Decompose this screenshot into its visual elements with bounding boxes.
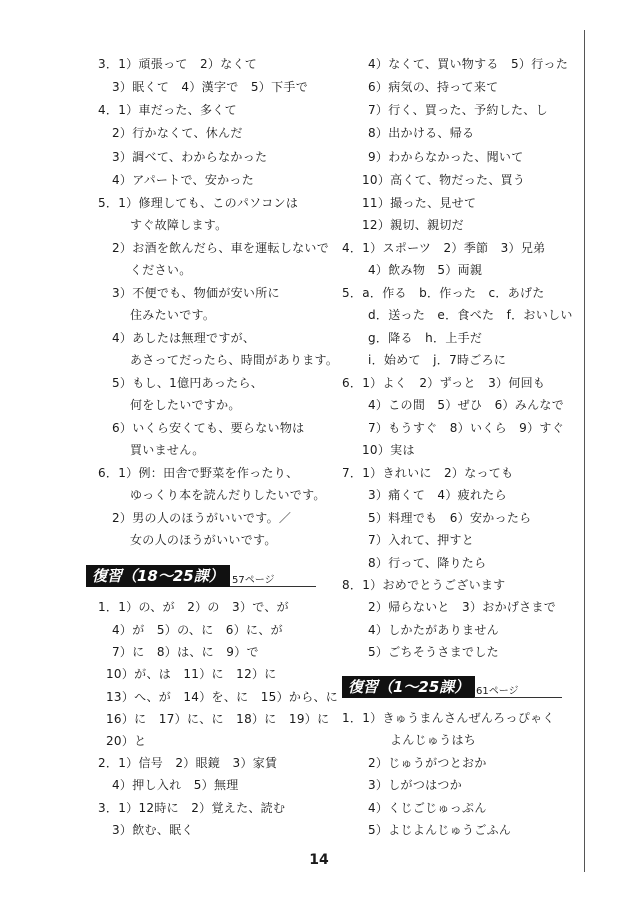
answer-line: 4）くじごじゅっぷん [368, 801, 487, 815]
answer-line: 1．1）の、が 2）の 3）で、が [98, 600, 289, 614]
answer-line: 4）あしたは無理ですが、 [112, 331, 256, 345]
answer-line: 6．1）例：田舎で野菜を作ったり、 [98, 466, 299, 480]
answer-line: i．始めて j．7時ごろに [368, 353, 507, 367]
answer-line: 3．1）頑張って 2）なくて [98, 57, 258, 71]
answer-line: 6．1）よく 2）ずっと 3）何回も [342, 376, 546, 390]
answer-line: 1．1）きゅうまんさんぜんろっぴゃく [342, 711, 555, 725]
answer-line: 4）この間 5）ぜひ 6）みんなで [368, 398, 565, 412]
answer-line: 10）実は [362, 443, 415, 457]
answer-line: 3）眠くて 4）漢字で 5）下手で [112, 80, 309, 94]
answer-line: 5．a．作る b．作った c．あげた [342, 286, 545, 300]
answer-line: 2）お酒を飲んだら、車を運転しないで [112, 241, 330, 255]
answer-line: 3）飲む、眠く [112, 823, 194, 837]
answer-line: 3）しがつはつか [368, 778, 463, 792]
answer-line: 住みたいです。 [130, 308, 216, 322]
answer-line: 4．1）スポーツ 2）季節 3）兄弟 [342, 241, 546, 255]
answer-line: 7）もうすぐ 8）いくら 9）すぐ [368, 421, 565, 435]
section-header-review-1-25 [342, 676, 572, 702]
answer-line: 12）親切、親切だ [362, 218, 464, 232]
answer-line: 8）出かける、帰る [368, 126, 475, 140]
answer-line: 女の人のほうがいいです。 [130, 533, 277, 547]
answer-line: 2）行かなくて、休んだ [112, 126, 243, 140]
section-page-ref: 61ページ [476, 686, 519, 697]
answer-line: 6）いくら安くても、要らない物は [112, 421, 305, 435]
answer-line: 3．1）12時に 2）覚えた、読む [98, 801, 286, 815]
answer-line: すぐ故障します。 [130, 218, 228, 232]
answer-line: 11）撮った、見せて [362, 196, 477, 210]
answer-line: 7）入れて、押すと [368, 533, 475, 547]
section-title: 復習（18〜25課） [86, 565, 230, 587]
answer-line: 2）じゅうがつとおか [368, 756, 487, 770]
answer-line: 20）と [106, 734, 147, 748]
answer-line: 5）ごちそうさまでした [368, 645, 499, 659]
section-page-ref: 57ページ [232, 575, 275, 586]
answer-line: 5）よじよんじゅうごふん [368, 823, 512, 837]
answer-line: 6）病気の、持って来て [368, 80, 499, 94]
answer-line: d．送った e．食べた f．おいしい [368, 308, 573, 322]
answer-line: 7．1）きれいに 2）なっても [342, 466, 514, 480]
answer-line: あさってだったら、時間があります。 [130, 353, 339, 367]
answer-line: 2）帰らないと 3）おかげさまで [368, 600, 557, 614]
answer-line: 8）行って、降りたら [368, 556, 487, 570]
answer-line: 7）に 8）は、に 9）で [112, 645, 259, 659]
section-header-review-18-25 [86, 565, 316, 591]
answer-line: 13）へ、が 14）を、に 15）から、に [106, 690, 339, 704]
answer-line: 4）アパートで、安かった [112, 173, 255, 187]
section-underline [474, 697, 562, 698]
answer-line: 4．1）車だった、多くて [98, 103, 237, 117]
answer-line: 10）高くて、物だった、買う [362, 173, 526, 187]
answer-line: 3）調べて、わからなかった [112, 150, 268, 164]
answer-line: 7）行く、買った、予約した、し [368, 103, 548, 117]
answer-line: 2）男の人のほうがいいです。／ [112, 511, 292, 525]
answer-line: g．降る h．上手だ [368, 331, 483, 345]
answer-line: 買いません。 [130, 443, 205, 457]
answer-line: よんじゅうはち [390, 733, 477, 747]
section-title: 復習（1〜25課） [342, 676, 475, 698]
answer-line: 5．1）修理しても、このパソコンは [98, 196, 299, 210]
answer-line: 4）なくて、買い物する 5）行った [368, 57, 569, 71]
answer-line: 3）不便でも、物価が安い所に [112, 286, 280, 300]
answer-line: ゆっくり本を読んだりしたいです。 [130, 488, 326, 502]
answer-line: ください。 [130, 263, 192, 277]
answer-line: 16）に 17）に、に 18）に 19）に [106, 712, 330, 726]
answer-line: 10）が、は 11）に 12）に [106, 667, 277, 681]
answer-line: 4）飲み物 5）両親 [368, 263, 483, 277]
page-edge-line [584, 30, 585, 872]
answer-line: 8．1）おめでとうございます [342, 578, 506, 592]
answer-line: 5）料理でも 6）安かったら [368, 511, 532, 525]
answer-line: 何をしたいですか。 [130, 398, 241, 412]
answer-line: 4）しかたがありません [368, 623, 499, 637]
answer-line: 5）もし、1億円あったら、 [112, 376, 264, 390]
answer-line: 3）痛くて 4）疲れたら [368, 488, 507, 502]
answer-line: 2．1）信号 2）眼鏡 3）家賃 [98, 756, 278, 770]
page-number: 14 [309, 852, 329, 868]
answer-line: 4）押し入れ 5）無理 [112, 778, 239, 792]
answer-line: 4）が 5）の、に 6）に、が [112, 623, 283, 637]
answer-line: 9）わからなかった、聞いて [368, 150, 524, 164]
section-underline [230, 586, 316, 587]
